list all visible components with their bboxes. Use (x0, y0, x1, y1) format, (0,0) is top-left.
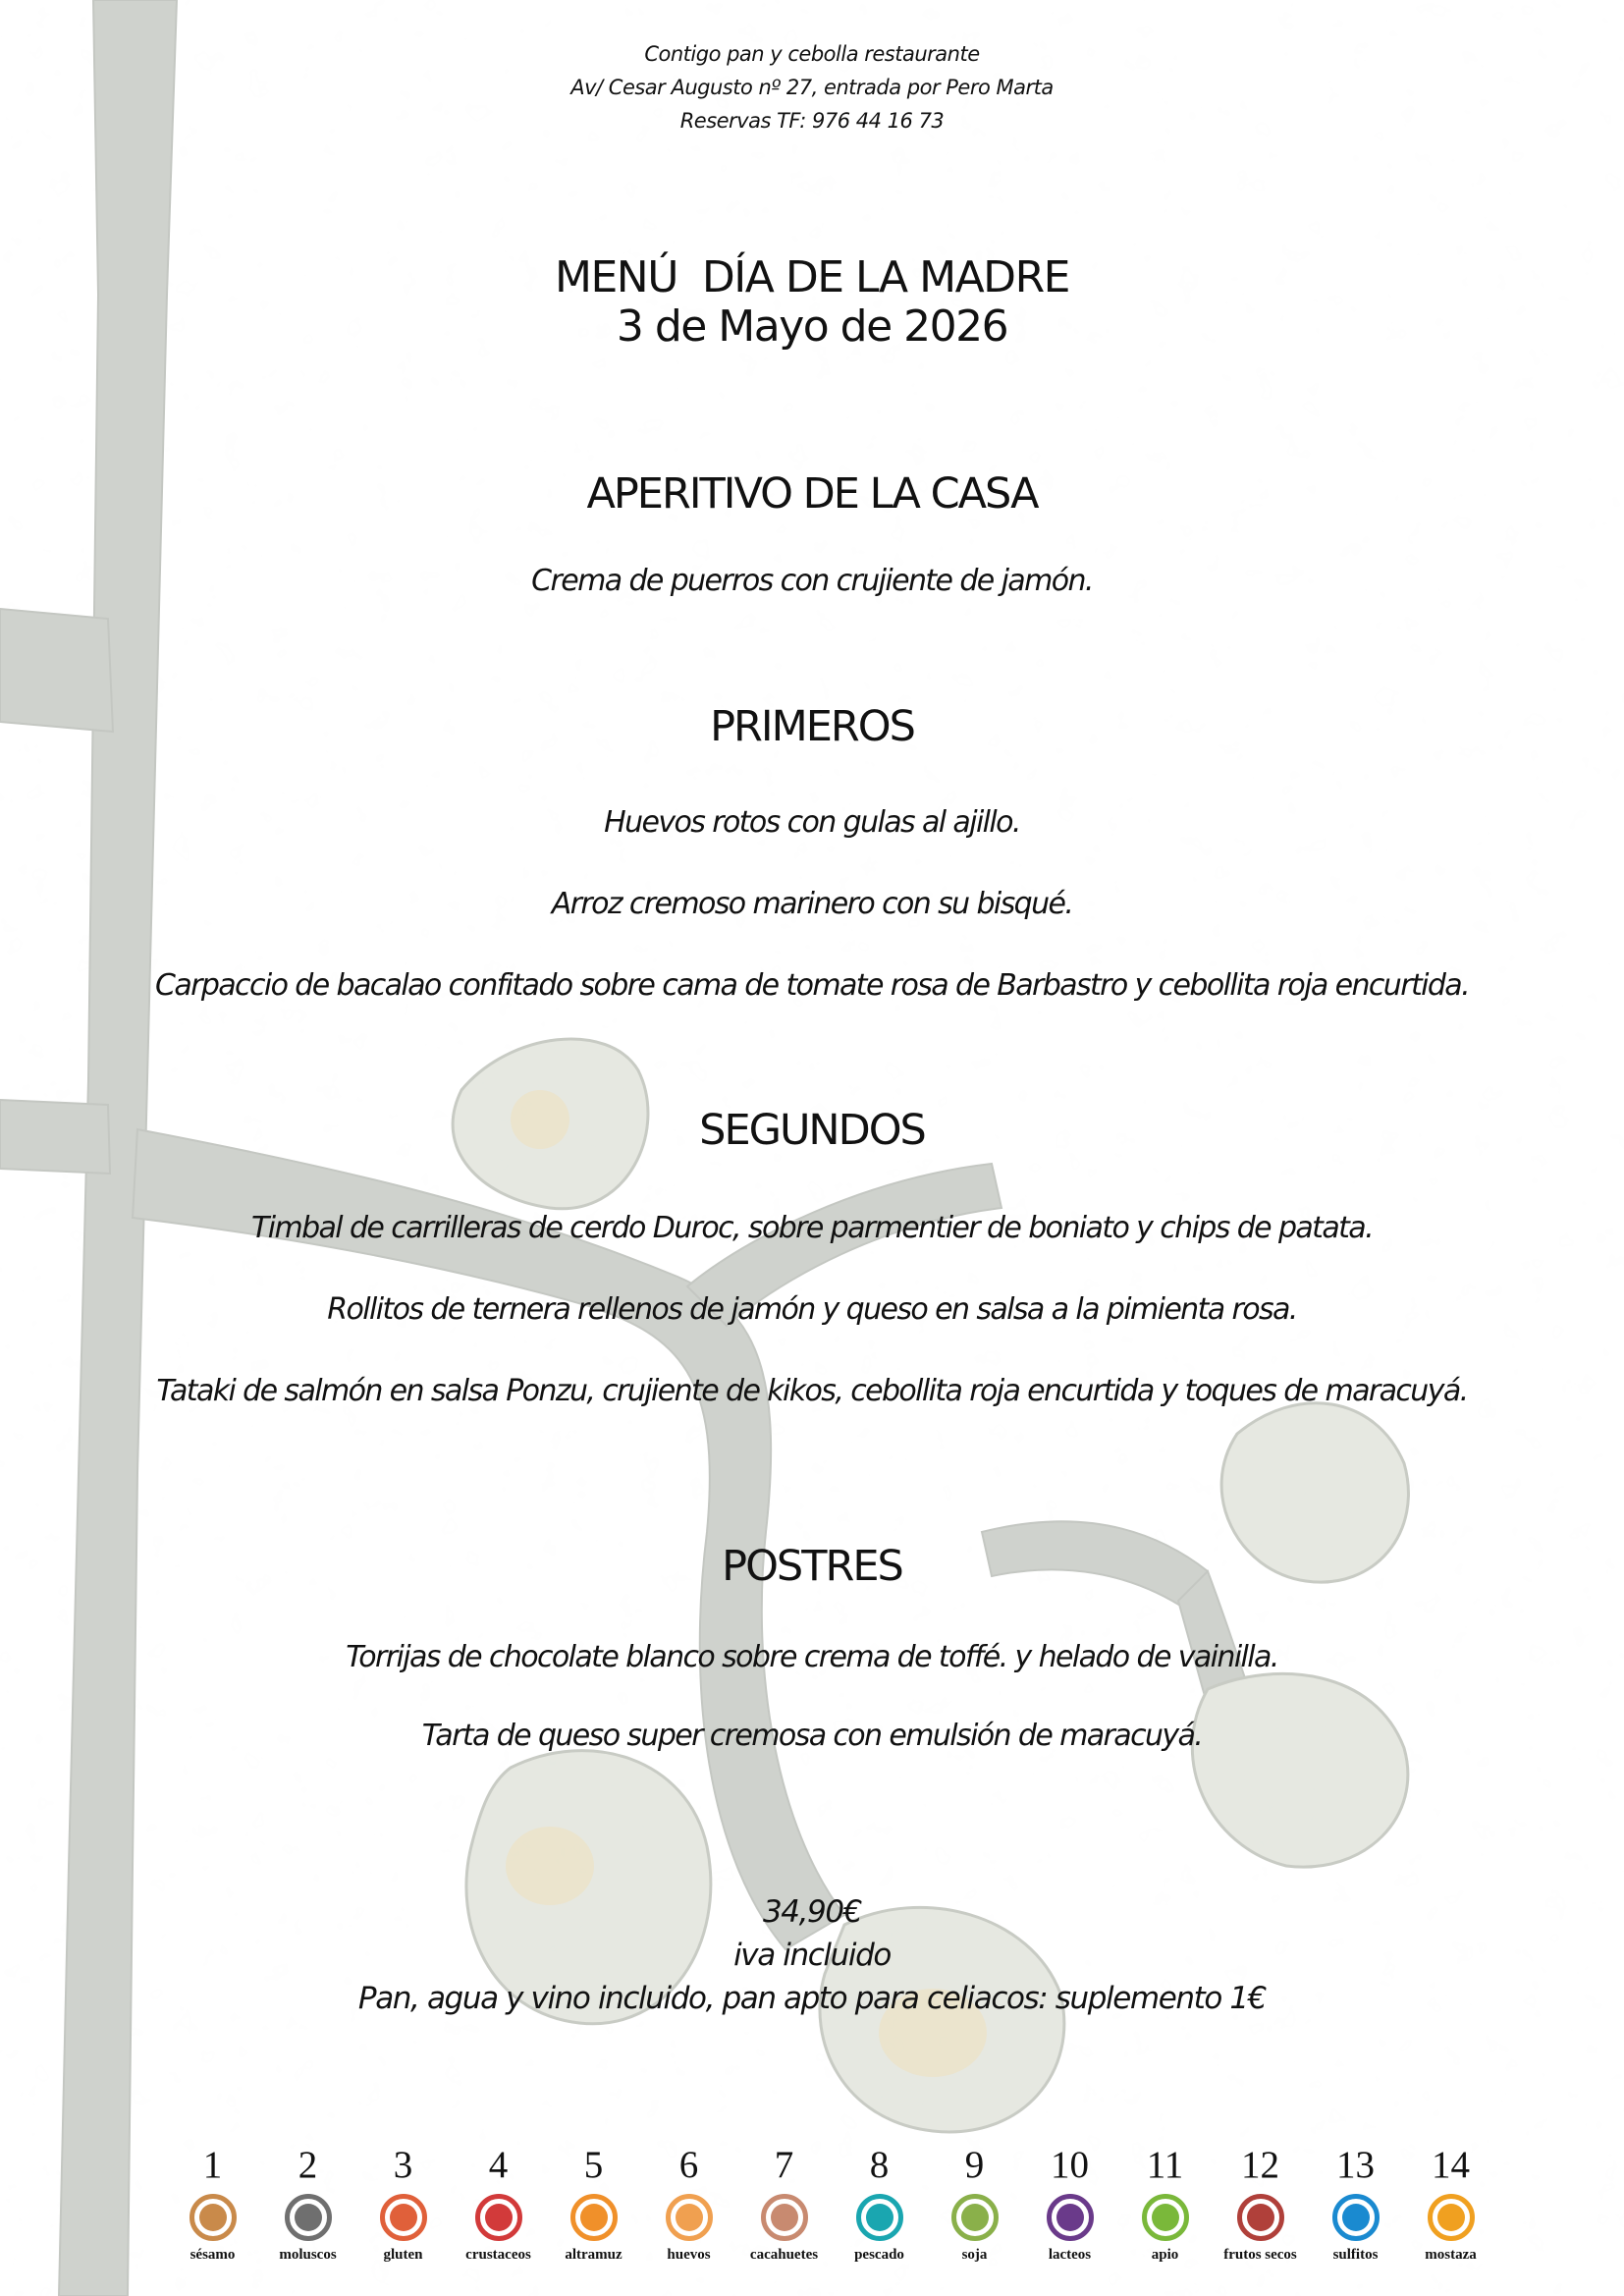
section-heading-segundos: SEGUNDOS (699, 1106, 925, 1155)
tax-note: iva incluido (733, 1938, 891, 1973)
allergen-name: sulfitos (1332, 2247, 1379, 2263)
menu-title-line1: MENÚ DÍA DE LA MADRE (555, 252, 1069, 302)
allergen-name: apio (1151, 2247, 1179, 2263)
wheat-icon (380, 2194, 427, 2241)
allergen-number: 4 (488, 2144, 509, 2186)
allergen-name: sésamo (189, 2247, 236, 2263)
lupin-icon (570, 2194, 618, 2241)
allergen-number: 6 (678, 2144, 699, 2186)
allergen-name: altramuz (565, 2247, 623, 2263)
dish-item: Huevos rotos con gulas al ajillo. (604, 805, 1020, 840)
dish-item: Tataki de salmón en salsa Ponzu, crujiente de kikos, cebollita roja encurtida y toques de maracuyá. (156, 1374, 1468, 1408)
allergen-item (1308, 2141, 1403, 2264)
dish-item: Timbal de carrilleras de cerdo Duroc, sobre parmentier de boniato y chips de patata. (250, 1211, 1374, 1245)
sesame-icon (189, 2194, 237, 2241)
dish-item: Torrijas de chocolate blanco sobre crema de toffé. y helado de vainilla. (346, 1640, 1278, 1674)
allergen-name: moluscos (279, 2247, 337, 2263)
section-heading-aperitivo: APERITIVO DE LA CASA (586, 469, 1038, 519)
allergen-icon-fill (580, 2204, 608, 2231)
allergen-name: lacteos (1048, 2247, 1092, 2263)
allergen-icon-fill (295, 2204, 322, 2231)
sulphite-icon (1332, 2194, 1380, 2241)
allergen-number: 8 (869, 2144, 890, 2186)
allergen-number: 11 (1146, 2144, 1184, 2186)
restaurant-header (0, 37, 1624, 137)
dish-item: Crema de puerros con crujiente de jamón. (531, 564, 1093, 598)
allergen-number: 13 (1336, 2144, 1375, 2186)
allergen-number: 12 (1241, 2144, 1279, 2186)
egg-icon (666, 2194, 713, 2241)
reservation-phone: Reservas TF: 976 44 16 73 (679, 109, 945, 133)
allergen-icon-fill (771, 2204, 798, 2231)
allergen-icon-fill (1152, 2204, 1179, 2231)
allergen-name: crustaceos (465, 2247, 531, 2263)
allergen-number: 1 (202, 2144, 223, 2186)
celery-icon (1142, 2194, 1189, 2241)
allergen-number: 3 (393, 2144, 413, 2186)
allergen-number: 9 (964, 2144, 985, 2186)
allergen-number: 2 (298, 2144, 318, 2186)
soy-icon (951, 2194, 999, 2241)
allergen-name: huevos (667, 2247, 711, 2263)
dish-item: Rollitos de ternera rellenos de jamón y queso en salsa a la pimienta rosa. (327, 1292, 1297, 1327)
allergen-item (1117, 2141, 1213, 2264)
allergen-number: 5 (583, 2144, 604, 2186)
peanut-icon (761, 2194, 808, 2241)
allergen-item (1403, 2141, 1498, 2264)
menu-title (0, 253, 1624, 352)
dish-item: Tarta de queso super cremosa con emulsión de maracuyá. (421, 1719, 1203, 1753)
allergen-item (927, 2141, 1022, 2264)
crustacean-icon (475, 2194, 522, 2241)
allergen-icon-fill (866, 2204, 893, 2231)
milk-icon (1047, 2194, 1094, 2241)
allergen-icon-fill (199, 2204, 227, 2231)
dish-item: Carpaccio de bacalao confitado sobre cama de tomate rosa de Barbastro y cebollita roja encurtida. (154, 968, 1470, 1003)
menu-price: 34,90€ (762, 1894, 862, 1930)
mollusc-icon (285, 2194, 332, 2241)
allergen-legend (165, 2141, 1498, 2264)
allergen-item (260, 2141, 355, 2264)
allergen-item (641, 2141, 736, 2264)
allergen-name: pescado (854, 2247, 904, 2263)
section-heading-postres: POSTRES (722, 1542, 902, 1591)
mustard-icon (1428, 2194, 1475, 2241)
nut-icon (1237, 2194, 1284, 2241)
allergen-icon-fill (961, 2204, 989, 2231)
allergen-number: 7 (774, 2144, 794, 2186)
allergen-icon-fill (1247, 2204, 1274, 2231)
allergen-item (832, 2141, 927, 2264)
included-notes: Pan, agua y vino incluido, pan apto para celiacos: suplemento 1€ (357, 1981, 1267, 2016)
fish-icon (856, 2194, 903, 2241)
allergen-item (451, 2141, 546, 2264)
allergen-name: mostaza (1425, 2247, 1477, 2263)
allergen-item (1213, 2141, 1308, 2264)
section-heading-primeros: PRIMEROS (710, 702, 914, 751)
restaurant-address: Av/ Cesar Augusto nº 27, entrada por Pero Marta (570, 76, 1054, 99)
allergen-item (736, 2141, 832, 2264)
allergen-icon-fill (1342, 2204, 1370, 2231)
allergen-item (355, 2141, 451, 2264)
allergen-name: frutos secos (1223, 2247, 1297, 2263)
allergen-item (546, 2141, 641, 2264)
menu-date: 3 de Mayo de 2026 (616, 301, 1008, 352)
allergen-item (165, 2141, 260, 2264)
allergen-icon-fill (390, 2204, 417, 2231)
allergen-name: cacahuetes (749, 2247, 819, 2263)
allergen-number: 10 (1051, 2144, 1089, 2186)
allergen-icon-fill (1056, 2204, 1084, 2231)
allergen-icon-fill (1437, 2204, 1465, 2231)
allergen-name: gluten (383, 2247, 423, 2263)
dish-item: Arroz cremoso marinero con su bisqué. (551, 887, 1073, 921)
allergen-icon-fill (676, 2204, 703, 2231)
allergen-number: 14 (1432, 2144, 1470, 2186)
allergen-icon-fill (485, 2204, 513, 2231)
price-block (0, 1890, 1624, 2020)
allergen-item (1022, 2141, 1117, 2264)
restaurant-name: Contigo pan y cebolla restaurante (644, 42, 980, 66)
allergen-name: soja (961, 2247, 988, 2263)
